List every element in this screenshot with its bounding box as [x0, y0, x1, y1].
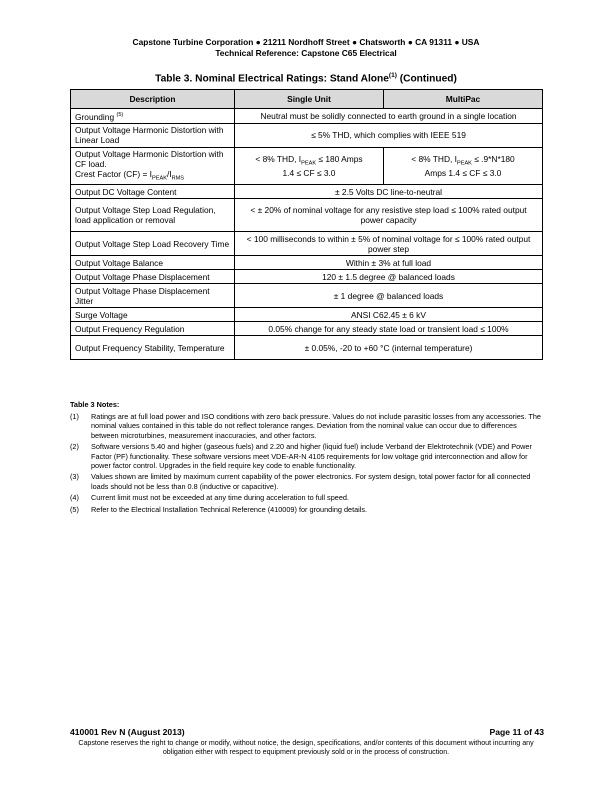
note-item [70, 412, 545, 440]
page-header [0, 37, 612, 59]
multi-cf-a: < 8% THD, I [411, 153, 457, 164]
footer-doc-revision: 410001 Rev N (August 2013) [70, 727, 185, 737]
row-label: Surge Voltage [71, 308, 235, 322]
footer-page-number: Page 11 of 43 [489, 727, 544, 737]
ratings-table [70, 89, 543, 360]
row-value: 0.05% change for any steady state load or transient load ≤ 100% [235, 322, 543, 336]
note-number: (4) [70, 493, 79, 503]
table-row [71, 232, 543, 256]
notes-title: Table 3 Notes: [70, 400, 120, 409]
note-item [70, 493, 545, 502]
row-label: Output Voltage Step Load Regulation, load application or removal [71, 199, 235, 232]
table-row [71, 270, 543, 284]
table-row [71, 336, 543, 360]
header-company-line: Capstone Turbine Corporation ● 21211 Nordhoff Street ● Chatsworth ● CA 91311 ● USA [132, 37, 480, 47]
note-text: Ratings are at full load power and ISO conditions with zero back pressure. Values do not include parasitic losses from any accessories. The nominal values contained in this table do not reflect tolerance ranges. Deviation from the nominal value can occur due to differences between microturbines, measurement inaccuracies, and other factors. [91, 412, 541, 440]
row-label [71, 109, 235, 124]
single-cf-sub: PEAK [301, 160, 317, 167]
row-label: Output Voltage Harmonic Distortion with Linear Load [71, 123, 235, 147]
table-title-footnote: (1) [388, 72, 397, 79]
table-row [71, 147, 543, 185]
note-number: (2) [70, 442, 79, 452]
grounding-label: Grounding [75, 111, 115, 122]
table-header-row [71, 90, 543, 109]
row-label: Output DC Voltage Content [71, 185, 235, 199]
note-text: Current limit must not be exceeded at any time during acceleration to full speed. [91, 493, 349, 503]
table-row [71, 322, 543, 336]
header-reference-line: Technical Reference: Capstone C65 Electrical [215, 48, 397, 58]
cf-label-line2 [75, 169, 230, 184]
footer-disclaimer: Capstone reserves the right to change or modify, without notice, the design, specifications, and/or contents of this document without incurring any obligation either with respect to equipment previously sold or in the process of construction. [78, 739, 534, 756]
single-cf-b: ≤ 180 Amps [316, 153, 363, 164]
row-value: ANSI C62.45 ± 6 kV [235, 308, 543, 322]
table-row [71, 256, 543, 270]
row-value: Neutral must be solidly connected to earth ground in a single location [235, 109, 543, 124]
single-cf-a: < 8% THD, I [255, 153, 302, 164]
multi-cf-line2: Amps 1.4 ≤ CF ≤ 3.0 [424, 168, 502, 179]
cf-formula-sub2: RMS [171, 175, 185, 182]
table-row [71, 199, 543, 232]
row-value: 120 ± 1.5 degree @ balanced loads [235, 270, 543, 284]
multi-cf-sub: PEAK [456, 160, 472, 167]
col-header-description: Description [71, 90, 235, 109]
grounding-footnote: (5) [116, 112, 124, 118]
col-header-single-unit: Single Unit [235, 90, 384, 109]
note-number: (3) [70, 472, 79, 482]
table-notes [70, 400, 545, 517]
row-label: Output Voltage Phase Displacement [71, 270, 235, 284]
note-item [70, 472, 545, 490]
row-value: ± 2.5 Volts DC line-to-neutral [235, 185, 543, 199]
row-value: < 100 milliseconds to within ± 5% of nominal voltage for ≤ 100% rated output power step [235, 232, 543, 256]
cf-formula-mid: /I [166, 168, 172, 179]
row-value-multipac [384, 147, 543, 185]
multi-cf-line1 [388, 154, 538, 169]
row-value: Within ± 3% at full load [235, 256, 543, 270]
table-row [71, 185, 543, 199]
single-cf-line2: 1.4 ≤ CF ≤ 3.0 [282, 168, 336, 179]
note-item [70, 505, 545, 514]
table-title-main: Table 3. Nominal Electrical Ratings: Stand Alone [155, 73, 389, 85]
row-value-single [235, 147, 384, 185]
single-cf-line1 [239, 154, 379, 169]
row-label: Output Frequency Stability, Temperature [71, 336, 235, 360]
row-label: Output Voltage Step Load Recovery Time [71, 232, 235, 256]
row-label: Output Frequency Regulation [71, 322, 235, 336]
note-number: (1) [70, 412, 79, 422]
note-number: (5) [70, 505, 79, 515]
row-label [71, 147, 235, 185]
table-row [71, 284, 543, 308]
table-title [0, 72, 612, 84]
row-value: ± 1 degree @ balanced loads [235, 284, 543, 308]
table-row [71, 308, 543, 322]
table-title-suffix: (Continued) [396, 73, 457, 85]
row-value: ≤ 5% THD, which complies with IEEE 519 [235, 123, 543, 147]
multi-cf-b: ≤ .9*N*180 [471, 153, 515, 164]
row-value: < ± 20% of nominal voltage for any resistive step load ≤ 100% rated output power capacity [235, 199, 543, 232]
note-item [70, 442, 545, 470]
row-label: Output Voltage Balance [71, 256, 235, 270]
cf-label-line1: Output Voltage Harmonic Distortion with CF load. [75, 148, 224, 169]
note-text: Refer to the Electrical Installation Technical Reference (410009) for grounding details. [91, 505, 368, 515]
cf-formula-a: Crest Factor (CF) = I [75, 168, 153, 179]
row-value: ± 0.05%, -20 to +60 °C (internal temperature) [235, 336, 543, 360]
note-text: Software versions 5.40 and higher (gaseous fuels) and 2.20 and higher (liquid fuel) include Verband der Elektrotechnik (VDE) and Power Factor (PF) functionality. These software versions meet VDE-AR-N 4105 requirements for low voltage grid interconnection and allow for power factor control. Upgrades in the field require key code to enable functionality. [91, 442, 532, 470]
row-label: Output Voltage Phase Displacement Jitter [71, 284, 235, 308]
table-row [71, 109, 543, 124]
cf-formula-sub1: PEAK [152, 175, 167, 182]
table-row [71, 123, 543, 147]
note-text: Values shown are limited by maximum current capability of the power electronics. For system design, total power factor for all connected loads should not be less than 0.8 (inductive or capacitive). [91, 472, 531, 491]
col-header-multipac: MultiPac [384, 90, 543, 109]
